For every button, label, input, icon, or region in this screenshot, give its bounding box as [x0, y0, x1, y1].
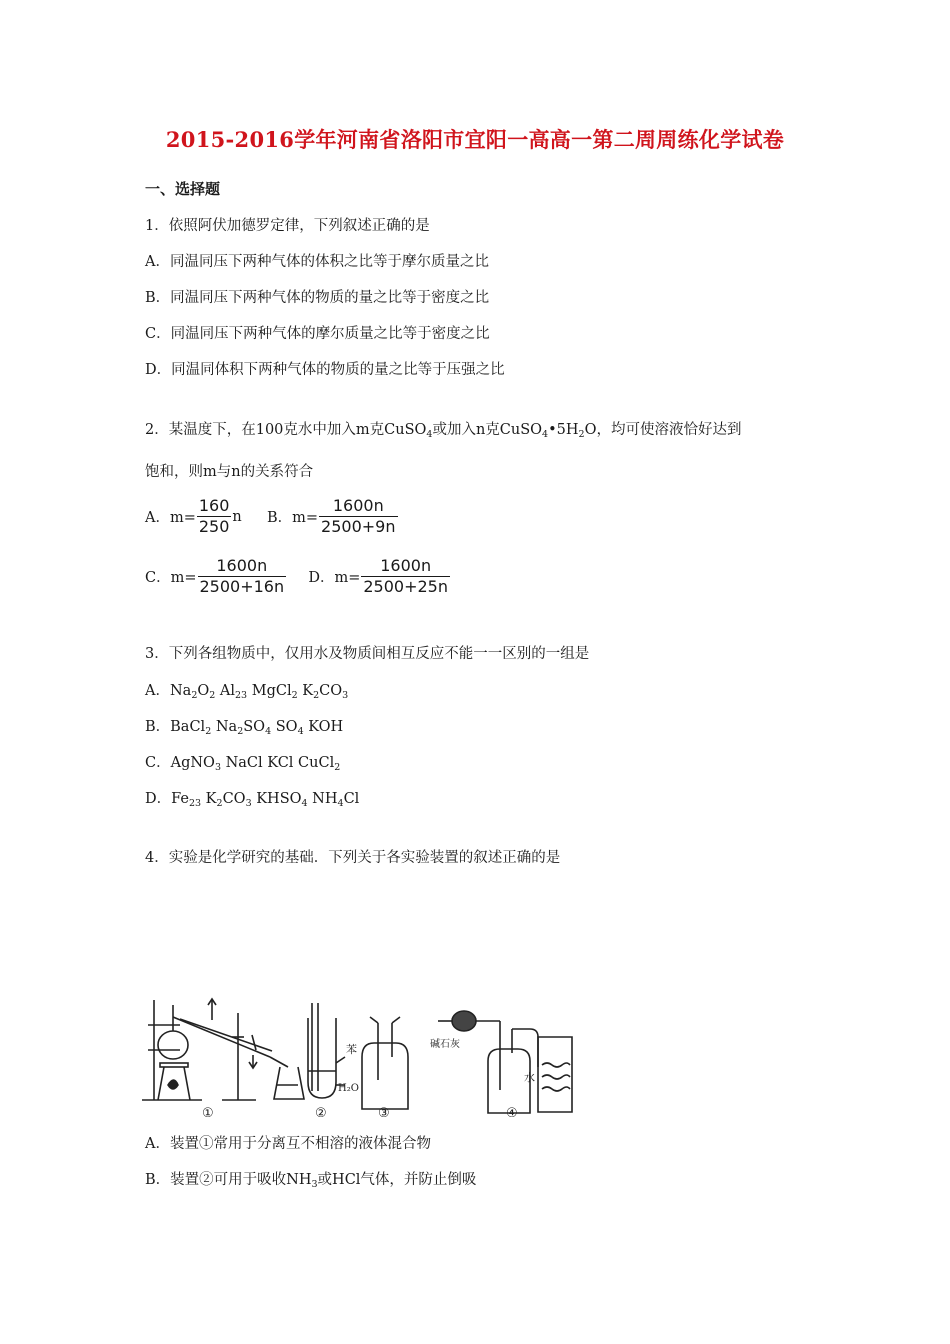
fraction: [197, 496, 232, 537]
q3-option-b: [145, 715, 343, 736]
denominator: 2500+9n: [321, 517, 396, 536]
formula-text: NH: [307, 791, 338, 807]
exam-title: 2015-2016学年河南省洛阳市宜阳一高高一第二周周练化学试卷: [165, 127, 785, 152]
formula-text: Cl: [343, 791, 360, 807]
numerator: 1600n: [319, 496, 397, 517]
gas-bottle-apparatus: [362, 1017, 408, 1109]
subscript: 2: [313, 690, 320, 701]
denominator: 2500+25n: [363, 577, 448, 596]
q2-option-d: [308, 556, 451, 597]
distillation-apparatus: [142, 999, 304, 1100]
option-label: A．m=: [145, 510, 196, 526]
subscript: 4: [542, 429, 549, 440]
formula-text: KOH: [303, 719, 344, 735]
fraction: [198, 556, 287, 597]
formula-text: A．Na: [145, 683, 192, 699]
figure-label-4: ④: [506, 1106, 518, 1117]
subscript: 2: [205, 726, 212, 737]
subscript: 2: [191, 690, 198, 701]
q2-stem-part: O，均可使溶液恰好达到: [584, 422, 742, 438]
formula-text: C．AgNO: [145, 755, 215, 771]
denominator: 2500+16n: [199, 577, 285, 596]
formula-text: B．BaCl: [145, 719, 206, 735]
numerator: 1600n: [198, 556, 287, 577]
denominator: 250: [198, 517, 230, 536]
figure-label-3: ③: [378, 1106, 390, 1117]
q2-stem-part: 2．某温度下，在100克水中加入m克CuSO: [145, 422, 427, 438]
q4-option-b: [145, 1168, 476, 1189]
subscript: 2: [578, 429, 585, 440]
formula-text: KHSO: [251, 791, 302, 807]
subscript: 23: [188, 798, 202, 809]
figure-label-2: ②: [315, 1106, 327, 1117]
q2-options-ab: [145, 496, 399, 537]
option-tail: n: [232, 508, 242, 525]
formula-text: D．Fe: [145, 791, 189, 807]
q2-stem-line2: 饱和，则m与n的关系符合: [145, 464, 314, 480]
numerator: 160: [198, 496, 230, 515]
label-soda-lime: 碱石灰: [430, 1039, 460, 1050]
q1-option-c: C．同温同压下两种气体的摩尔质量之比等于密度之比: [145, 326, 490, 342]
formula-text: SO: [243, 719, 266, 735]
subscript: 3: [342, 690, 349, 701]
subscript: 4: [337, 798, 344, 809]
q1-option-b: B．同温同压下两种气体的物质的量之比等于密度之比: [145, 290, 490, 306]
q1-option-a: A．同温同压下两种气体的体积之比等于摩尔质量之比: [145, 254, 489, 270]
subscript: 2: [209, 690, 216, 701]
subscript: 3: [214, 762, 221, 773]
section-heading: 一、选择题: [145, 180, 221, 198]
fraction: [319, 496, 397, 537]
q1-option-d: D．同温同体积下两种气体的物质的量之比等于压强之比: [145, 362, 505, 378]
q2-option-a: [145, 496, 242, 537]
subscript: 4: [301, 798, 308, 809]
label-benzene: 苯: [346, 1043, 357, 1056]
q3-option-a: [145, 679, 348, 700]
subscript: 3: [245, 798, 252, 809]
formula-text: O: [197, 683, 210, 699]
q4-option-a: A．装置①常用于分离互不相溶的液体混合物: [145, 1136, 431, 1152]
q2-stem-part: 或加入n克CuSO: [432, 422, 543, 438]
subscript: 4: [265, 726, 272, 737]
formula-text: NaCl KCl CuCl: [220, 755, 335, 771]
formula-text: MgCl: [247, 683, 292, 699]
drying-absorption-apparatus: [438, 1011, 572, 1113]
apparatus-svg: [140, 885, 580, 1117]
formula-text: CO: [222, 791, 246, 807]
formula-text: SO: [271, 719, 298, 735]
subscript: 2: [334, 762, 341, 773]
option-label: C．m=: [145, 570, 197, 586]
subscript: 4: [297, 726, 304, 737]
formula-text: K: [297, 683, 314, 699]
q2-options-cd: [145, 556, 451, 597]
option-text: B．装置②可用于吸收NH: [145, 1172, 312, 1188]
subscript: 2: [216, 798, 223, 809]
q4-stem: 4．实验是化学研究的基础．下列关于各实验装置的叙述正确的是: [145, 850, 561, 866]
subscript: 4: [426, 429, 433, 440]
formula-text: CO: [319, 683, 343, 699]
subscript: 2: [237, 726, 244, 737]
fraction: [361, 556, 450, 597]
option-label: B．m=: [266, 510, 319, 526]
q2-option-c: [145, 556, 287, 597]
option-label: D．m=: [308, 570, 361, 586]
q3-stem: 3．下列各组物质中，仅用水及物质间相互反应不能一一区别的一组是: [145, 646, 590, 662]
q2-stem-line1: [145, 418, 741, 439]
apparatus-figure: [140, 885, 580, 1117]
q2-option-b: [267, 496, 399, 537]
formula-text: Al: [215, 683, 236, 699]
subscript: 2: [291, 690, 298, 701]
q1-stem: 1．依照阿伏加德罗定律，下列叙述正确的是: [145, 218, 430, 234]
label-water: H₂O: [338, 1083, 359, 1094]
subscript: 3: [311, 1179, 318, 1190]
subscript: 23: [235, 690, 248, 701]
formula-text: Na: [211, 719, 238, 735]
q3-option-d: [145, 787, 359, 808]
q3-option-c: [145, 751, 340, 772]
label-water-beaker: 水: [524, 1071, 535, 1084]
formula-text: K: [201, 791, 217, 807]
figure-label-1: ①: [202, 1106, 214, 1117]
option-text: 或HCl气体，并防止倒吸: [317, 1172, 477, 1188]
q2-stem-part: •5H: [548, 422, 579, 438]
numerator: 1600n: [361, 556, 450, 577]
